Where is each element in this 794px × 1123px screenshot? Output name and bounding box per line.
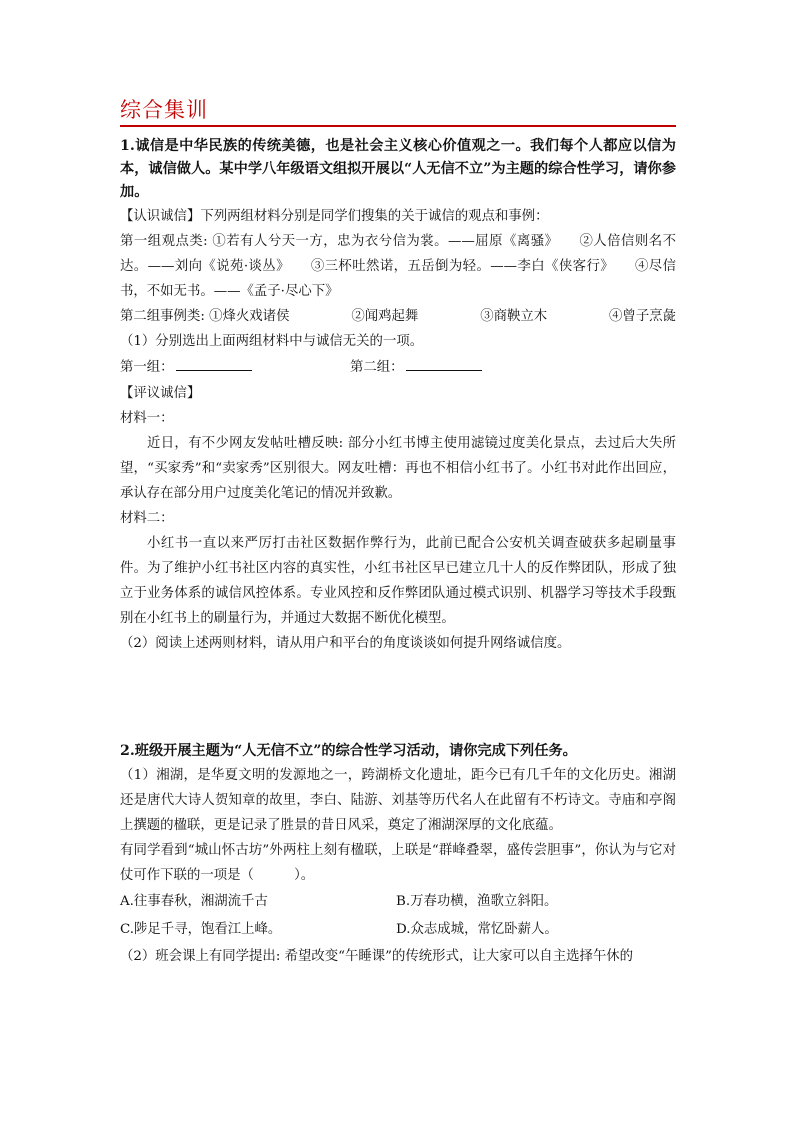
choice-options (120, 888, 676, 944)
option-d: D.众志成城，常忆卧薪人。 (396, 922, 558, 938)
material-2-text: 小红书一直以来严厉打击社区数据作弊行为，此前已配合公安机关调查破获多起刷量事件。为了维护小红书社区内容的真实性，小红书社区早已建立几十人的反作弊团队，形成了独立于业务体系的诚信风控体系。专业风控和反作弊团队通过模式识别、机器学习等技术手段甄别在小红书上的刷量行为，并通过大数据不断优化模型。 (120, 536, 676, 627)
question-2-paragraph-3: （2）班会课上有同学提出: 希望改变“午睡课”的传统形式，让大家可以自主选择午休的 (120, 949, 634, 965)
question-2-title: 2.班级开展主题为“人无信不立”的综合性学习活动，请你完成下列任务。 (120, 743, 577, 760)
question-2-paragraph-2: 有同学看到“城山怀古坊”外两柱上刻有楹联，上联是“群峰叠翠，盛传尝胆事”，你认为与它对仗可作下联的一项是（ ）。 (120, 843, 676, 884)
section-recognize-integrity: 【认识诚信】下列两组材料分别是同学们搜集的关于诚信的观点和事例： (120, 209, 549, 225)
group-1-viewpoints: 第一组观点类: ①若有人兮天一方，忠为衣兮信为裳。——屈原《离骚》 ②人倍信则名不达。——刘向《说苑·谈丛》 ③三杯吐然诺，五岳倒为轻。——李白《侠客行》 ④尽信书，不如无书。——《孟子·尽心下》 (120, 234, 676, 300)
material-1-label: 材料一： (120, 411, 174, 427)
sub-question-1: （1）分别选出上面两组材料中与诚信无关的一项。 (120, 334, 424, 350)
sub-question-2: （2）阅读上述两则材料，请从用户和平台的角度谈谈如何提升网络诚信度。 (120, 636, 571, 652)
section-heading: 综合集训 (120, 98, 676, 127)
blank-label-group-1: 第一组： (120, 360, 174, 376)
option-c: C.陟足千寻，饱看江上峰。 (120, 922, 282, 938)
document-page (120, 98, 676, 969)
answer-space (120, 656, 676, 740)
option-a: A.往事春秋，湘湖流千古 (120, 894, 268, 910)
fill-in-line-1[interactable] (176, 356, 252, 371)
material-1-text: 近日，有不少网友发帖吐槽反映: 部分小红书博主使用滤镜过度美化景点，去过后大失所望，“买家秀”和“卖家秀”区别很大。网友吐槽：再也不相信小红书了。小红书对此作出回应，承认存在部分用户过度美化笔记的情况并致歉。 (120, 436, 676, 502)
blank-label-group-2: 第二组： (350, 360, 404, 376)
group-2-examples (120, 304, 676, 329)
question-2-paragraph-1: （1）湘湖，是华夏文明的发源地之一，跨湖桥文化遗址，距今已有几千年的文化历史。湘湖还是唐代大诗人贺知章的故里，李白、陆游、刘基等历代名人在此留有不朽诗文。寺庙和亭阁上撰题的楹联，更是记录了胜景的昔日风采，奠定了湘湖深厚的文化底蕴。 (120, 768, 676, 834)
fill-in-line-2[interactable] (406, 356, 482, 371)
answer-blank-group-2 (350, 354, 482, 381)
group-2-item-1: 第二组事例类: ①烽火戏诸侯 (120, 309, 290, 325)
material-2-label: 材料二： (120, 511, 174, 527)
group-2-item-4: ④曾子烹彘 (609, 309, 676, 325)
group-2-item-3: ③商鞅立木 (480, 309, 548, 325)
answer-blanks (120, 354, 676, 381)
group-2-item-2: ②闻鸡起舞 (351, 309, 419, 325)
section-comment-integrity: 【评议诚信】 (120, 386, 201, 402)
option-b: B.万春功横，渔歌立斜阳。 (396, 894, 558, 910)
answer-blank-group-1 (120, 354, 350, 381)
question-1-title: 1.诚信是中华民族的传统美德，也是社会主义核心价值观之一。我们每个人都应以信为本，诚信做人。某中学八年级语文组拟开展以“人无信不立”为主题的综合性学习，请你参加。 (120, 138, 676, 201)
